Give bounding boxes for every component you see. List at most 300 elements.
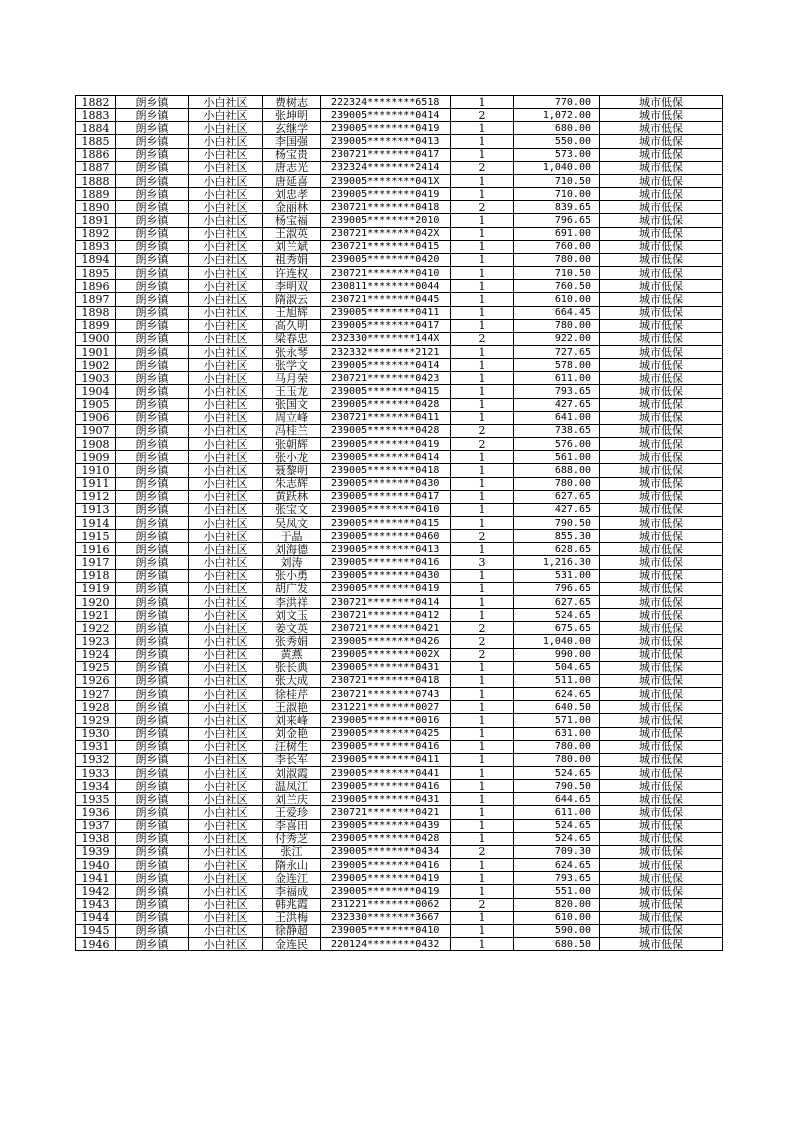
category-cell: 城市低保 [600, 464, 723, 477]
table-body [76, 96, 723, 951]
amount-cell: 1,072.00 [514, 109, 600, 122]
town-cell: 朗乡镇 [116, 793, 189, 806]
community-cell: 小白社区 [189, 845, 263, 858]
id-number-cell: 230721********042X [321, 227, 451, 240]
name-cell: 徐桂芹 [263, 688, 321, 701]
id-number-cell: 239005********0417 [321, 319, 451, 332]
community-cell: 小白社区 [189, 385, 263, 398]
name-cell: 刘兰斌 [263, 240, 321, 253]
name-cell: 李喜田 [263, 819, 321, 832]
table-row [76, 832, 723, 845]
name-cell: 隋永山 [263, 859, 321, 872]
category-cell: 城市低保 [600, 753, 723, 766]
name-cell: 李国强 [263, 135, 321, 148]
name-cell: 玄继学 [263, 122, 321, 135]
town-cell: 朗乡镇 [116, 688, 189, 701]
household-size-cell: 1 [451, 819, 514, 832]
id-number-cell: 239005********0413 [321, 135, 451, 148]
row-number-cell: 1899 [76, 319, 116, 332]
category-cell: 城市低保 [600, 661, 723, 674]
town-cell: 朗乡镇 [116, 556, 189, 569]
town-cell: 朗乡镇 [116, 490, 189, 503]
community-cell: 小白社区 [189, 859, 263, 872]
table-row [76, 135, 723, 148]
household-size-cell: 1 [451, 319, 514, 332]
town-cell: 朗乡镇 [116, 451, 189, 464]
town-cell: 朗乡镇 [116, 174, 189, 187]
relief-roster-table [75, 95, 723, 951]
community-cell: 小白社区 [189, 122, 263, 135]
id-number-cell: 239005********0415 [321, 517, 451, 530]
town-cell: 朗乡镇 [116, 293, 189, 306]
community-cell: 小白社区 [189, 135, 263, 148]
amount-cell: 855.30 [514, 530, 600, 543]
id-number-cell: 239005********0419 [321, 188, 451, 201]
row-number-cell: 1894 [76, 253, 116, 266]
town-cell: 朗乡镇 [116, 319, 189, 332]
row-number-cell: 1912 [76, 490, 116, 503]
category-cell: 城市低保 [600, 280, 723, 293]
name-cell: 李洪祥 [263, 595, 321, 608]
table-row [76, 438, 723, 451]
table-row [76, 872, 723, 885]
community-cell: 小白社区 [189, 595, 263, 608]
household-size-cell: 2 [451, 898, 514, 911]
id-number-cell: 239005********0414 [321, 359, 451, 372]
id-number-cell: 231221********0027 [321, 701, 451, 714]
category-cell: 城市低保 [600, 174, 723, 187]
household-size-cell: 2 [451, 109, 514, 122]
amount-cell: 1,040.00 [514, 635, 600, 648]
household-size-cell: 1 [451, 135, 514, 148]
id-number-cell: 230721********0414 [321, 595, 451, 608]
table-row [76, 938, 723, 951]
community-cell: 小白社区 [189, 201, 263, 214]
row-number-cell: 1943 [76, 898, 116, 911]
town-cell: 朗乡镇 [116, 477, 189, 490]
town-cell: 朗乡镇 [116, 517, 189, 530]
name-cell: 李福成 [263, 885, 321, 898]
amount-cell: 780.00 [514, 477, 600, 490]
amount-cell: 571.00 [514, 714, 600, 727]
household-size-cell: 1 [451, 148, 514, 161]
name-cell: 张大成 [263, 674, 321, 687]
town-cell: 朗乡镇 [116, 438, 189, 451]
amount-cell: 611.00 [514, 806, 600, 819]
table-row [76, 319, 723, 332]
community-cell: 小白社区 [189, 267, 263, 280]
community-cell: 小白社区 [189, 227, 263, 240]
community-cell: 小白社区 [189, 582, 263, 595]
community-cell: 小白社区 [189, 214, 263, 227]
community-cell: 小白社区 [189, 780, 263, 793]
document-sheet [75, 95, 722, 951]
row-number-cell: 1929 [76, 714, 116, 727]
household-size-cell: 1 [451, 740, 514, 753]
amount-cell: 820.00 [514, 898, 600, 911]
id-number-cell: 239005********0428 [321, 424, 451, 437]
community-cell: 小白社区 [189, 424, 263, 437]
name-cell: 费树志 [263, 96, 321, 109]
town-cell: 朗乡镇 [116, 924, 189, 937]
row-number-cell: 1915 [76, 530, 116, 543]
amount-cell: 1,040.00 [514, 161, 600, 174]
id-number-cell: 230721********0412 [321, 609, 451, 622]
household-size-cell: 1 [451, 385, 514, 398]
household-size-cell: 1 [451, 345, 514, 358]
row-number-cell: 1940 [76, 859, 116, 872]
amount-cell: 641.00 [514, 411, 600, 424]
name-cell: 刘来峰 [263, 714, 321, 727]
row-number-cell: 1913 [76, 503, 116, 516]
id-number-cell: 239005********0430 [321, 477, 451, 490]
town-cell: 朗乡镇 [116, 135, 189, 148]
amount-cell: 624.65 [514, 688, 600, 701]
id-number-cell: 232324********2414 [321, 161, 451, 174]
amount-cell: 760.00 [514, 240, 600, 253]
table-row [76, 477, 723, 490]
household-size-cell: 1 [451, 780, 514, 793]
id-number-cell: 239005********0419 [321, 582, 451, 595]
community-cell: 小白社区 [189, 293, 263, 306]
category-cell: 城市低保 [600, 253, 723, 266]
household-size-cell: 1 [451, 595, 514, 608]
id-number-cell: 239005********0411 [321, 753, 451, 766]
table-row [76, 385, 723, 398]
id-number-cell: 239005********0419 [321, 122, 451, 135]
category-cell: 城市低保 [600, 411, 723, 424]
household-size-cell: 1 [451, 859, 514, 872]
table-row [76, 503, 723, 516]
id-number-cell: 239005********0439 [321, 819, 451, 832]
table-row [76, 490, 723, 503]
household-size-cell: 1 [451, 372, 514, 385]
table-row [76, 793, 723, 806]
table-row [76, 240, 723, 253]
category-cell: 城市低保 [600, 872, 723, 885]
table-row [76, 727, 723, 740]
name-cell: 梁春忠 [263, 332, 321, 345]
category-cell: 城市低保 [600, 345, 723, 358]
household-size-cell: 1 [451, 227, 514, 240]
id-number-cell: 230721********0411 [321, 411, 451, 424]
town-cell: 朗乡镇 [116, 872, 189, 885]
name-cell: 杨宝贵 [263, 148, 321, 161]
town-cell: 朗乡镇 [116, 635, 189, 648]
category-cell: 城市低保 [600, 293, 723, 306]
row-number-cell: 1906 [76, 411, 116, 424]
community-cell: 小白社区 [189, 477, 263, 490]
row-number-cell: 1895 [76, 267, 116, 280]
table-row [76, 674, 723, 687]
table-row [76, 714, 723, 727]
id-number-cell: 230721********0418 [321, 674, 451, 687]
name-cell: 李长军 [263, 753, 321, 766]
town-cell: 朗乡镇 [116, 674, 189, 687]
name-cell: 刘文玉 [263, 609, 321, 622]
town-cell: 朗乡镇 [116, 464, 189, 477]
row-number-cell: 1939 [76, 845, 116, 858]
amount-cell: 738.65 [514, 424, 600, 437]
amount-cell: 839.65 [514, 201, 600, 214]
category-cell: 城市低保 [600, 359, 723, 372]
table-row [76, 451, 723, 464]
category-cell: 城市低保 [600, 701, 723, 714]
town-cell: 朗乡镇 [116, 424, 189, 437]
id-number-cell: 220124********0432 [321, 938, 451, 951]
amount-cell: 680.50 [514, 938, 600, 951]
category-cell: 城市低保 [600, 806, 723, 819]
town-cell: 朗乡镇 [116, 201, 189, 214]
table-row [76, 332, 723, 345]
community-cell: 小白社区 [189, 253, 263, 266]
community-cell: 小白社区 [189, 924, 263, 937]
community-cell: 小白社区 [189, 161, 263, 174]
name-cell: 刘涛 [263, 556, 321, 569]
row-number-cell: 1884 [76, 122, 116, 135]
name-cell: 张朝辉 [263, 438, 321, 451]
community-cell: 小白社区 [189, 832, 263, 845]
town-cell: 朗乡镇 [116, 267, 189, 280]
amount-cell: 790.50 [514, 780, 600, 793]
household-size-cell: 1 [451, 174, 514, 187]
id-number-cell: 239005********0419 [321, 872, 451, 885]
amount-cell: 675.65 [514, 622, 600, 635]
amount-cell: 627.65 [514, 595, 600, 608]
amount-cell: 524.65 [514, 832, 600, 845]
id-number-cell: 239005********002X [321, 648, 451, 661]
category-cell: 城市低保 [600, 188, 723, 201]
row-number-cell: 1883 [76, 109, 116, 122]
amount-cell: 710.00 [514, 188, 600, 201]
id-number-cell: 239005********0431 [321, 661, 451, 674]
name-cell: 聂黎明 [263, 464, 321, 477]
town-cell: 朗乡镇 [116, 161, 189, 174]
id-number-cell: 239005********0428 [321, 398, 451, 411]
community-cell: 小白社区 [189, 96, 263, 109]
category-cell: 城市低保 [600, 885, 723, 898]
name-cell: 张坤明 [263, 109, 321, 122]
household-size-cell: 1 [451, 451, 514, 464]
row-number-cell: 1900 [76, 332, 116, 345]
household-size-cell: 2 [451, 845, 514, 858]
category-cell: 城市低保 [600, 398, 723, 411]
community-cell: 小白社区 [189, 174, 263, 187]
name-cell: 刘金艳 [263, 727, 321, 740]
category-cell: 城市低保 [600, 648, 723, 661]
household-size-cell: 3 [451, 556, 514, 569]
town-cell: 朗乡镇 [116, 648, 189, 661]
community-cell: 小白社区 [189, 372, 263, 385]
name-cell: 王洪梅 [263, 911, 321, 924]
category-cell: 城市低保 [600, 740, 723, 753]
town-cell: 朗乡镇 [116, 240, 189, 253]
id-number-cell: 239005********0416 [321, 780, 451, 793]
table-row [76, 885, 723, 898]
name-cell: 黄跃林 [263, 490, 321, 503]
name-cell: 姜文英 [263, 622, 321, 635]
community-cell: 小白社区 [189, 740, 263, 753]
row-number-cell: 1888 [76, 174, 116, 187]
community-cell: 小白社区 [189, 898, 263, 911]
name-cell: 王淑艳 [263, 701, 321, 714]
amount-cell: 524.65 [514, 766, 600, 779]
row-number-cell: 1909 [76, 451, 116, 464]
community-cell: 小白社区 [189, 319, 263, 332]
id-number-cell: 239005********0419 [321, 438, 451, 451]
row-number-cell: 1907 [76, 424, 116, 437]
id-number-cell: 230721********0421 [321, 622, 451, 635]
community-cell: 小白社区 [189, 332, 263, 345]
community-cell: 小白社区 [189, 806, 263, 819]
household-size-cell: 2 [451, 622, 514, 635]
town-cell: 朗乡镇 [116, 385, 189, 398]
table-row [76, 398, 723, 411]
row-number-cell: 1889 [76, 188, 116, 201]
id-number-cell: 239005********0416 [321, 859, 451, 872]
household-size-cell: 1 [451, 938, 514, 951]
category-cell: 城市低保 [600, 714, 723, 727]
name-cell: 隋淑云 [263, 293, 321, 306]
category-cell: 城市低保 [600, 911, 723, 924]
table-row [76, 188, 723, 201]
town-cell: 朗乡镇 [116, 859, 189, 872]
row-number-cell: 1946 [76, 938, 116, 951]
household-size-cell: 2 [451, 438, 514, 451]
table-row [76, 648, 723, 661]
row-number-cell: 1932 [76, 753, 116, 766]
amount-cell: 504.65 [514, 661, 600, 674]
id-number-cell: 232330********144X [321, 332, 451, 345]
row-number-cell: 1893 [76, 240, 116, 253]
town-cell: 朗乡镇 [116, 885, 189, 898]
name-cell: 张小龙 [263, 451, 321, 464]
name-cell: 刘海德 [263, 543, 321, 556]
id-number-cell: 239005********0418 [321, 464, 451, 477]
amount-cell: 780.00 [514, 253, 600, 266]
table-row [76, 267, 723, 280]
town-cell: 朗乡镇 [116, 214, 189, 227]
town-cell: 朗乡镇 [116, 96, 189, 109]
household-size-cell: 1 [451, 674, 514, 687]
category-cell: 城市低保 [600, 780, 723, 793]
town-cell: 朗乡镇 [116, 372, 189, 385]
amount-cell: 576.00 [514, 438, 600, 451]
table-row [76, 780, 723, 793]
community-cell: 小白社区 [189, 688, 263, 701]
table-row [76, 201, 723, 214]
household-size-cell: 1 [451, 609, 514, 622]
household-size-cell: 1 [451, 398, 514, 411]
name-cell: 金连民 [263, 938, 321, 951]
row-number-cell: 1897 [76, 293, 116, 306]
household-size-cell: 1 [451, 464, 514, 477]
table-row [76, 253, 723, 266]
name-cell: 王玉龙 [263, 385, 321, 398]
household-size-cell: 1 [451, 503, 514, 516]
community-cell: 小白社区 [189, 622, 263, 635]
row-number-cell: 1905 [76, 398, 116, 411]
category-cell: 城市低保 [600, 109, 723, 122]
name-cell: 温凤江 [263, 780, 321, 793]
town-cell: 朗乡镇 [116, 806, 189, 819]
row-number-cell: 1916 [76, 543, 116, 556]
household-size-cell: 2 [451, 201, 514, 214]
name-cell: 马月荣 [263, 372, 321, 385]
town-cell: 朗乡镇 [116, 661, 189, 674]
id-number-cell: 239005********0410 [321, 503, 451, 516]
household-size-cell: 2 [451, 635, 514, 648]
town-cell: 朗乡镇 [116, 727, 189, 740]
id-number-cell: 239005********0416 [321, 740, 451, 753]
household-size-cell: 1 [451, 714, 514, 727]
row-number-cell: 1902 [76, 359, 116, 372]
amount-cell: 573.00 [514, 148, 600, 161]
amount-cell: 680.00 [514, 122, 600, 135]
town-cell: 朗乡镇 [116, 622, 189, 635]
id-number-cell: 239005********0016 [321, 714, 451, 727]
amount-cell: 524.65 [514, 819, 600, 832]
name-cell: 张国文 [263, 398, 321, 411]
community-cell: 小白社区 [189, 398, 263, 411]
amount-cell: 780.00 [514, 740, 600, 753]
row-number-cell: 1914 [76, 517, 116, 530]
household-size-cell: 1 [451, 306, 514, 319]
name-cell: 周立峰 [263, 411, 321, 424]
row-number-cell: 1925 [76, 661, 116, 674]
amount-cell: 640.50 [514, 701, 600, 714]
household-size-cell: 1 [451, 293, 514, 306]
category-cell: 城市低保 [600, 332, 723, 345]
category-cell: 城市低保 [600, 674, 723, 687]
community-cell: 小白社区 [189, 109, 263, 122]
row-number-cell: 1928 [76, 701, 116, 714]
category-cell: 城市低保 [600, 543, 723, 556]
community-cell: 小白社区 [189, 411, 263, 424]
amount-cell: 427.65 [514, 398, 600, 411]
row-number-cell: 1931 [76, 740, 116, 753]
category-cell: 城市低保 [600, 688, 723, 701]
town-cell: 朗乡镇 [116, 832, 189, 845]
table-row [76, 911, 723, 924]
name-cell: 刘忠孝 [263, 188, 321, 201]
table-row [76, 701, 723, 714]
community-cell: 小白社区 [189, 438, 263, 451]
table-row [76, 109, 723, 122]
name-cell: 王旭辉 [263, 306, 321, 319]
name-cell: 于晶 [263, 530, 321, 543]
household-size-cell: 1 [451, 122, 514, 135]
id-number-cell: 230721********0418 [321, 201, 451, 214]
town-cell: 朗乡镇 [116, 898, 189, 911]
row-number-cell: 1920 [76, 595, 116, 608]
amount-cell: 644.65 [514, 793, 600, 806]
household-size-cell: 1 [451, 188, 514, 201]
table-row [76, 530, 723, 543]
name-cell: 王爱珍 [263, 806, 321, 819]
household-size-cell: 1 [451, 766, 514, 779]
community-cell: 小白社区 [189, 451, 263, 464]
row-number-cell: 1918 [76, 569, 116, 582]
table-row [76, 740, 723, 753]
table-row [76, 845, 723, 858]
table-row [76, 359, 723, 372]
category-cell: 城市低保 [600, 635, 723, 648]
id-number-cell: 230721********0410 [321, 267, 451, 280]
category-cell: 城市低保 [600, 556, 723, 569]
category-cell: 城市低保 [600, 832, 723, 845]
id-number-cell: 239005********0441 [321, 766, 451, 779]
